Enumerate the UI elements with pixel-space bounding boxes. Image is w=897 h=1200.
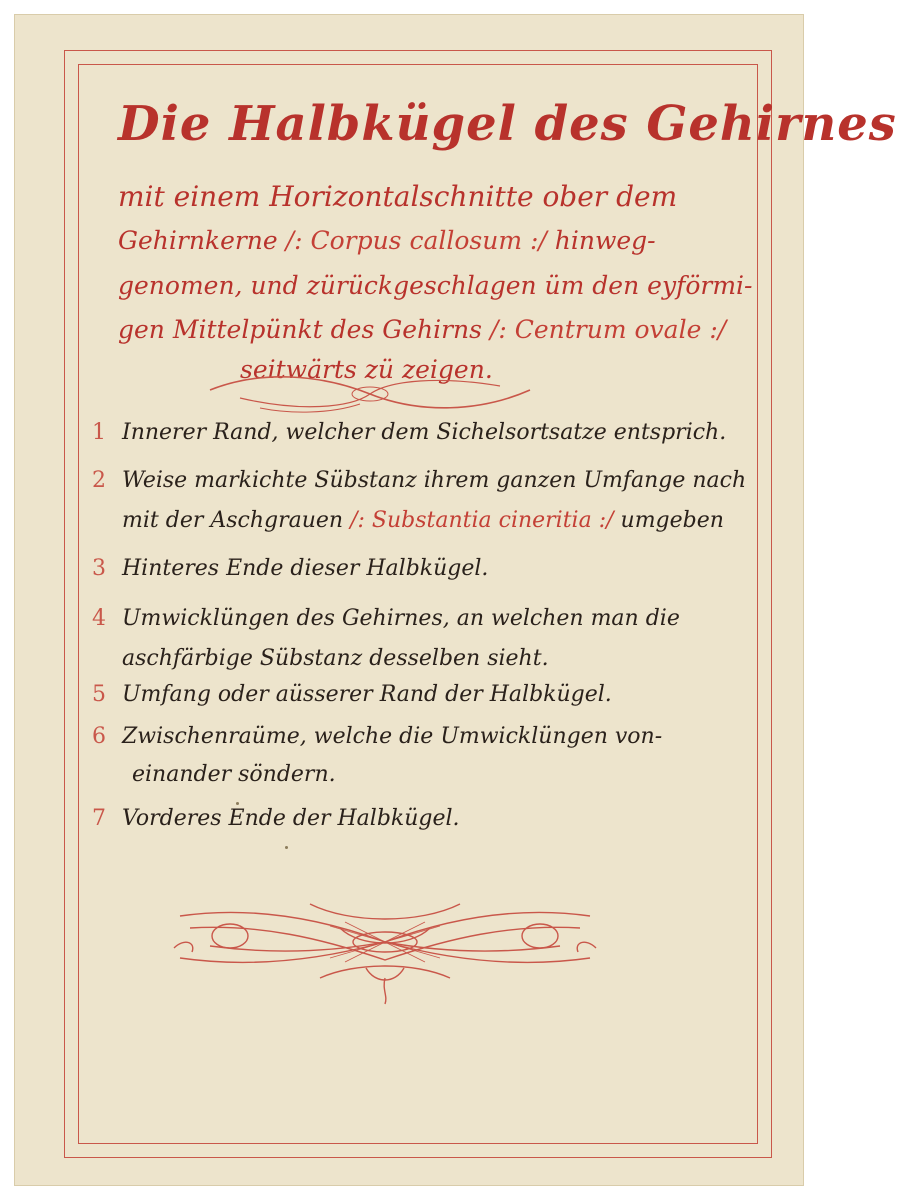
title-line-3 <box>118 226 761 255</box>
latin-term-centrum-ovale: /: Centrum ovale :/ <box>489 315 727 344</box>
item-text: Umfang oder aüsserer Rand der Halbkügel. <box>122 682 612 707</box>
bottom-calligraphic-flourish <box>170 898 600 1008</box>
title-line-3-end: hinweg- <box>546 226 656 255</box>
item-continuation-text: einander söndern. <box>132 762 336 787</box>
title-line-6: seitwärts zü zeigen. <box>240 355 493 384</box>
title-flourish-ornament <box>200 368 540 418</box>
item-number: 7 <box>92 806 106 831</box>
item-continuation-end: umgeben <box>613 508 724 533</box>
item-continuation-text: aschfärbige Sübstanz desselben sieht. <box>122 646 549 671</box>
item-text: Zwischenraüme, welche die Umwicklüngen von- <box>122 724 663 749</box>
item-number: 4 <box>92 606 106 631</box>
title-line-2: mit einem Horizontalschnitte ober dem <box>118 180 678 213</box>
title-line-5-text: gen Mittelpünkt des Gehirns <box>118 315 490 344</box>
item-text: Hinteres Ende dieser Halbkügel. <box>122 556 489 581</box>
item-text: Vorderes Ende der Halbkügel. <box>122 806 460 831</box>
title-line-4: genomen, und zürückgeschlagen üm den eyförmi- <box>118 271 753 300</box>
item-text: Weise markichte Sübstanz ihrem ganzen Umfange nach <box>122 468 747 493</box>
item-number: 5 <box>92 682 106 707</box>
title-line-1: Die Halbkügel des Gehirnes <box>118 96 897 152</box>
latin-term-substantia-cineritia: /: Substantia cineritia :/ <box>350 508 614 533</box>
item-number: 3 <box>92 556 106 581</box>
item-text: Innerer Rand, welcher dem Sichelsortsatze entsprich. <box>122 420 727 445</box>
item-number: 1 <box>92 420 106 445</box>
title-line-3-text: Gehirnkerne <box>118 226 286 255</box>
item-number: 2 <box>92 468 106 493</box>
paper-speck <box>285 846 288 849</box>
paper-speck <box>236 802 239 805</box>
item-text: Umwicklüngen des Gehirnes, an welchen man die <box>122 606 680 631</box>
latin-term-corpus-callosum: /: Corpus callosum :/ <box>285 226 547 255</box>
item-number: 6 <box>92 724 106 749</box>
item-continuation-text: mit der Aschgrauen <box>122 508 351 533</box>
title-line-5 <box>118 315 761 344</box>
